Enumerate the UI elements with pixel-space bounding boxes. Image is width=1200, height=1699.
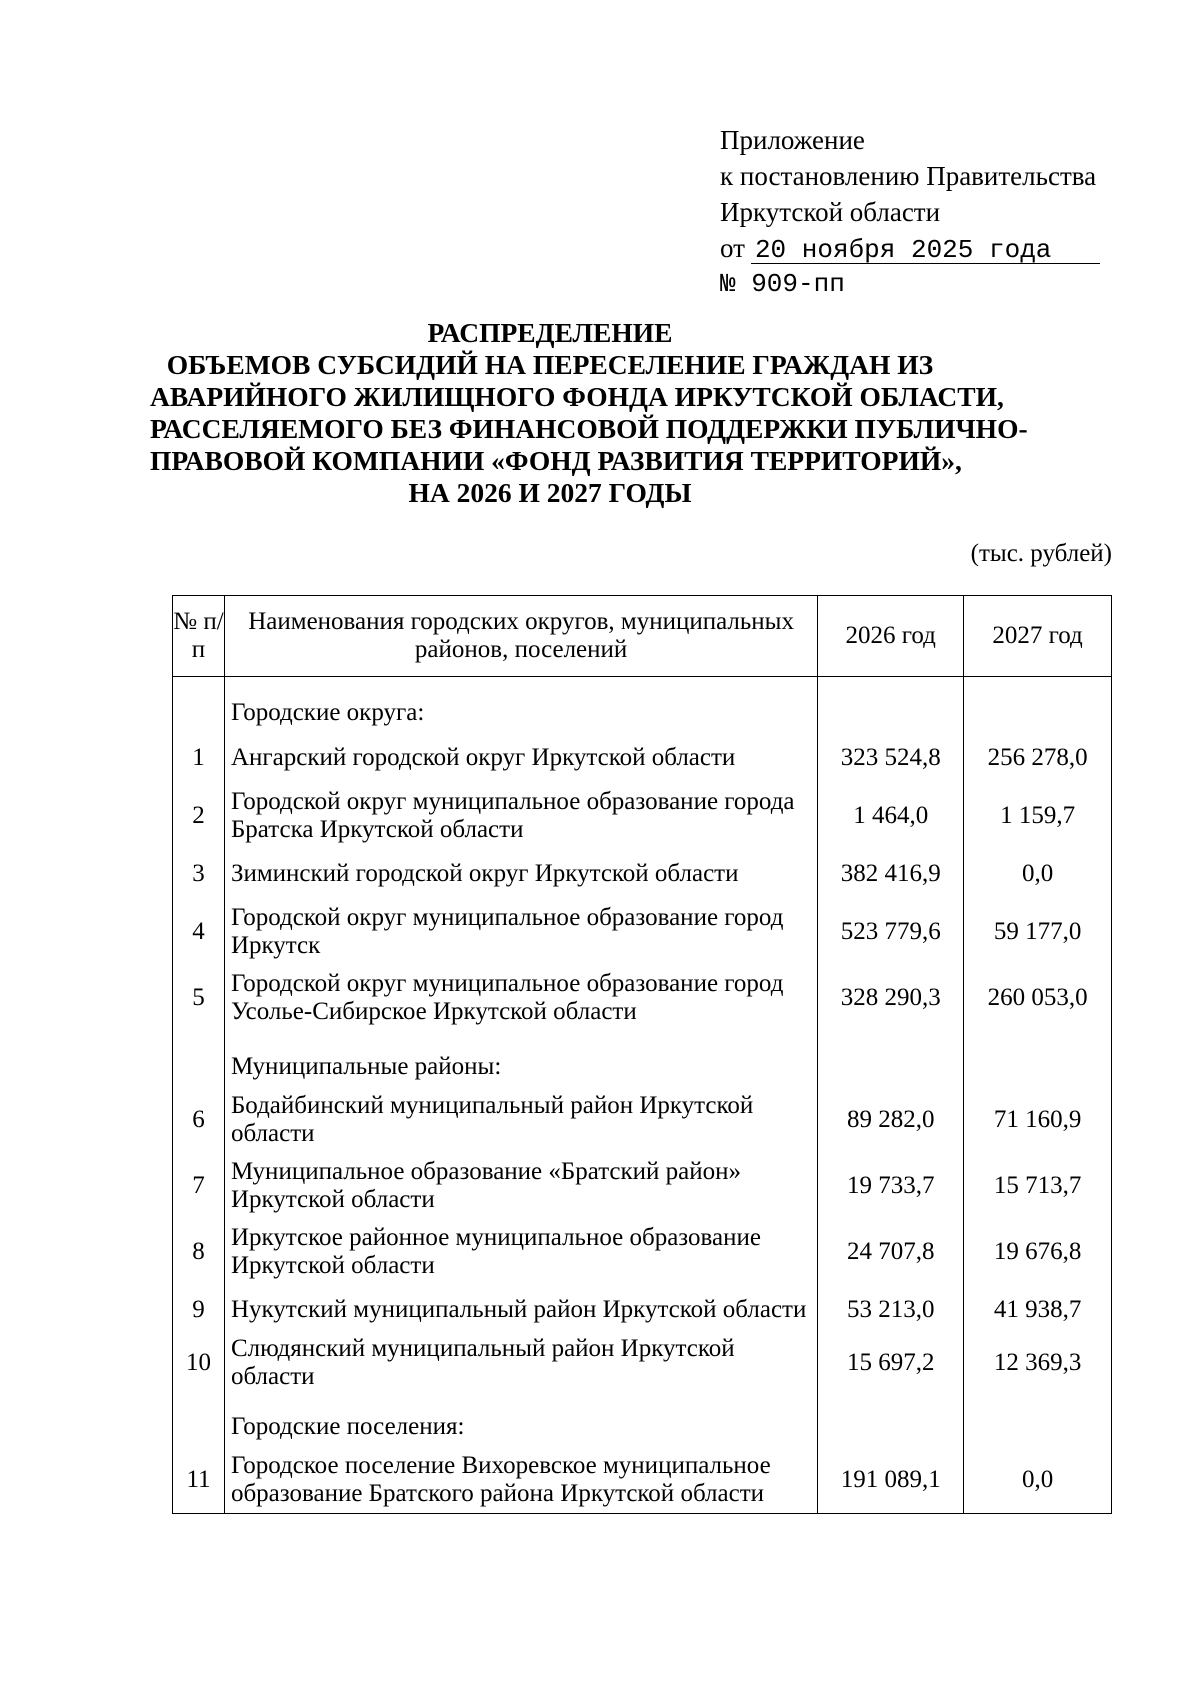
row-number: 3 [173, 849, 225, 899]
row-number: 5 [173, 965, 225, 1031]
table-row [173, 1335, 1112, 1391]
group-label: Городские округа: [224, 677, 817, 734]
title-line: НА 2026 И 2027 ГОДЫ [408, 477, 692, 508]
row-value-2027: 71 160,9 [964, 1087, 1112, 1153]
row-name: Городское поселение Вихоревское муниципальное образование Братского района Иркутской области [224, 1447, 817, 1514]
table-row [173, 849, 1112, 899]
row-number: 10 [173, 1335, 225, 1391]
row-value-2027: 41 938,7 [964, 1285, 1112, 1335]
group-row [173, 1391, 1112, 1447]
appendix-resolution: к постановлению Правительства [720, 161, 1097, 191]
group-label: Муниципальные районы: [224, 1031, 817, 1087]
document-title [150, 317, 1028, 509]
appendix-date-line [720, 230, 1100, 266]
row-value-2027: 256 278,0 [964, 733, 1112, 783]
row-name: Иркутское районное муниципальное образование Иркутской области [224, 1219, 817, 1285]
row-value-2027: 0,0 [964, 849, 1112, 899]
row-value-2027: 0,0 [964, 1447, 1112, 1514]
row-number: 2 [173, 783, 225, 849]
appendix-date: 20 ноября 2025 года [751, 237, 1100, 264]
row-number: 9 [173, 1285, 225, 1335]
date-label: от [720, 233, 745, 263]
row-value-2027: 15 713,7 [964, 1153, 1112, 1219]
row-number: 11 [173, 1447, 225, 1514]
row-number: 1 [173, 733, 225, 783]
row-name: Городской округ муниципальное образование города Братска Иркутской области [224, 783, 817, 849]
table-row [173, 1087, 1112, 1153]
header-2026: 2026 год [818, 596, 964, 677]
row-name: Зиминский городской округ Иркутской области [224, 849, 817, 899]
table-row [173, 1153, 1112, 1219]
row-value-2026: 15 697,2 [818, 1335, 964, 1391]
header-2027: 2027 год [964, 596, 1112, 677]
row-value-2026: 53 213,0 [818, 1285, 964, 1335]
header-name: Наименования городских округов, муниципальных районов, поселений [224, 596, 817, 677]
title-line: РАССЕЛЯЕМОГО БЕЗ ФИНАНСОВОЙ ПОДДЕРЖКИ ПУБЛИЧНО- [150, 413, 1028, 444]
appendix-block [720, 122, 1100, 302]
appendix-title: Приложение [720, 125, 865, 155]
table-row [173, 1447, 1112, 1514]
table-row [173, 783, 1112, 849]
row-value-2027: 12 369,3 [964, 1335, 1112, 1391]
row-number: 6 [173, 1087, 225, 1153]
appendix-number: № 909-пп [720, 269, 845, 299]
row-name: Бодайбинский муниципальный район Иркутской области [224, 1087, 817, 1153]
row-name: Слюдянский муниципальный район Иркутской области [224, 1335, 817, 1391]
row-number: 7 [173, 1153, 225, 1219]
row-value-2026: 24 707,8 [818, 1219, 964, 1285]
row-name: Ангарский городской округ Иркутской области [224, 733, 817, 783]
row-value-2026: 1 464,0 [818, 783, 964, 849]
row-value-2026: 328 290,3 [818, 965, 964, 1031]
group-row [173, 677, 1112, 734]
title-line: ПРАВОВОЙ КОМПАНИИ «ФОНД РАЗВИТИЯ ТЕРРИТОРИЙ», [150, 445, 962, 476]
table-row [173, 899, 1112, 965]
row-name: Нукутский муниципальный район Иркутской области [224, 1285, 817, 1335]
title-line: ОБЪЕМОВ СУБСИДИЙ НА ПЕРЕСЕЛЕНИЕ ГРАЖДАН ИЗ [166, 349, 934, 380]
group-label: Городские поселения: [224, 1391, 817, 1447]
row-value-2026: 191 089,1 [818, 1447, 964, 1514]
row-value-2026: 89 282,0 [818, 1087, 964, 1153]
row-value-2027: 59 177,0 [964, 899, 1112, 965]
table-row [173, 965, 1112, 1031]
table-row [173, 733, 1112, 783]
title-line: АВАРИЙНОГО ЖИЛИЩНОГО ФОНДА ИРКУТСКОЙ ОБЛАСТИ, [150, 381, 1004, 412]
row-number: 8 [173, 1219, 225, 1285]
row-value-2026: 323 524,8 [818, 733, 964, 783]
row-value-2026: 523 779,6 [818, 899, 964, 965]
header-num: № п/п [173, 596, 225, 677]
table-row [173, 1285, 1112, 1335]
table-row [173, 1219, 1112, 1285]
title-line: РАСПРЕДЕЛЕНИЕ [427, 317, 673, 348]
units-label: (тыс. рублей) [970, 540, 1112, 567]
group-row [173, 1031, 1112, 1087]
row-name: Городской округ муниципальное образование город Усолье-Сибирское Иркутской области [224, 965, 817, 1031]
row-name: Городской округ муниципальное образование город Иркутск [224, 899, 817, 965]
row-value-2027: 1 159,7 [964, 783, 1112, 849]
appendix-region: Иркутской области [720, 197, 941, 227]
row-value-2027: 260 053,0 [964, 965, 1112, 1031]
row-value-2026: 382 416,9 [818, 849, 964, 899]
row-value-2027: 19 676,8 [964, 1219, 1112, 1285]
subsidy-table [172, 595, 1112, 1514]
table-header-row [173, 596, 1112, 677]
row-value-2026: 19 733,7 [818, 1153, 964, 1219]
row-number: 4 [173, 899, 225, 965]
row-name: Муниципальное образование «Братский район» Иркутской области [224, 1153, 817, 1219]
